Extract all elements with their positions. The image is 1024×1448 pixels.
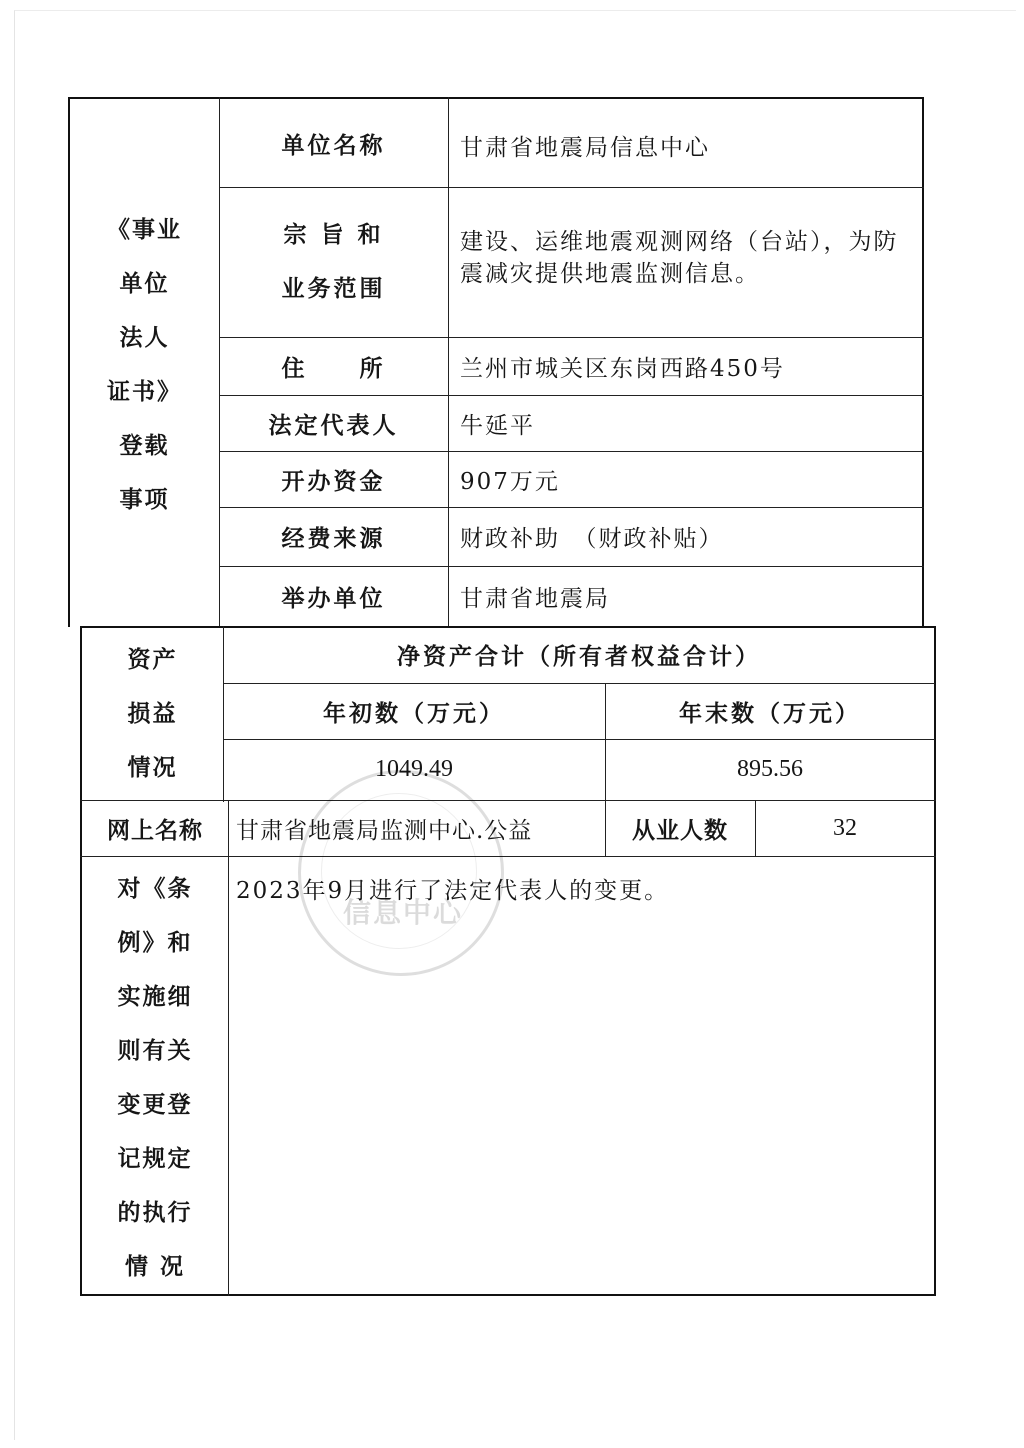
title-line: 情 况	[124, 1254, 185, 1280]
label-line: 宗 旨 和	[283, 222, 384, 248]
title-line: 则有关	[117, 1038, 193, 1064]
title-line: 损益	[127, 701, 178, 727]
unit-name-label: 单位名称	[281, 132, 386, 159]
legal-representative-value: 牛延平	[460, 412, 535, 439]
funding-source-value: 财政补助 （财政补贴）	[460, 526, 724, 552]
title-line: 登载	[119, 433, 170, 459]
online-name-value: 甘肃省地震局监测中心.公益	[236, 817, 533, 844]
title-line: 例》和	[117, 930, 193, 956]
title-line: 《事业	[107, 217, 182, 243]
registered-capital-label: 开办资金	[281, 468, 386, 495]
sponsor-label: 举办单位	[281, 585, 386, 612]
title-line: 单位	[119, 271, 170, 297]
title-line: 法人	[119, 325, 170, 351]
title-line: 变更登	[117, 1092, 193, 1118]
title-line: 资产	[127, 647, 178, 673]
end-of-year-header: 年末数（万元）	[679, 700, 861, 727]
address-value: 兰州市城关区东岗西路450号	[460, 355, 785, 382]
end-of-year-value: 895.56	[737, 756, 803, 782]
unit-name-value: 甘肃省地震局信息中心	[460, 135, 710, 161]
staff-count-label: 从业人数	[632, 817, 728, 844]
purpose-scope-label	[219, 187, 448, 337]
start-of-year-value: 1049.49	[375, 756, 453, 782]
online-name-label: 网上名称	[107, 817, 203, 844]
title-line: 的执行	[117, 1200, 193, 1226]
title-line: 记规定	[117, 1146, 193, 1172]
seal-text: 信息中心	[343, 896, 464, 929]
label-line: 业务范围	[281, 276, 386, 302]
registered-capital-value: 907万元	[460, 468, 560, 495]
address-label: 住 所	[281, 355, 386, 382]
staff-count-value: 32	[833, 814, 857, 841]
assets-section-title	[82, 633, 223, 795]
title-line: 事项	[119, 487, 170, 513]
title-line: 对《条	[117, 876, 193, 902]
net-assets-header: 净资产合计（所有者权益合计）	[397, 644, 761, 670]
sponsor-value: 甘肃省地震局	[460, 585, 610, 612]
compliance-content: 2023年9月进行了法定代表人的变更。	[236, 877, 670, 904]
title-line: 证书》	[107, 379, 182, 405]
start-of-year-header: 年初数（万元）	[323, 700, 505, 727]
registration-section-title	[70, 203, 219, 527]
purpose-scope-value: 建设、运维地震观测网络（台站），为防震减灾提供地震监测信息。	[460, 229, 899, 287]
compliance-section-title	[82, 862, 228, 1294]
title-line: 实施细	[117, 984, 193, 1010]
funding-source-label: 经费来源	[281, 526, 386, 552]
title-line: 情况	[127, 755, 178, 781]
legal-representative-label: 法定代表人	[268, 412, 399, 439]
